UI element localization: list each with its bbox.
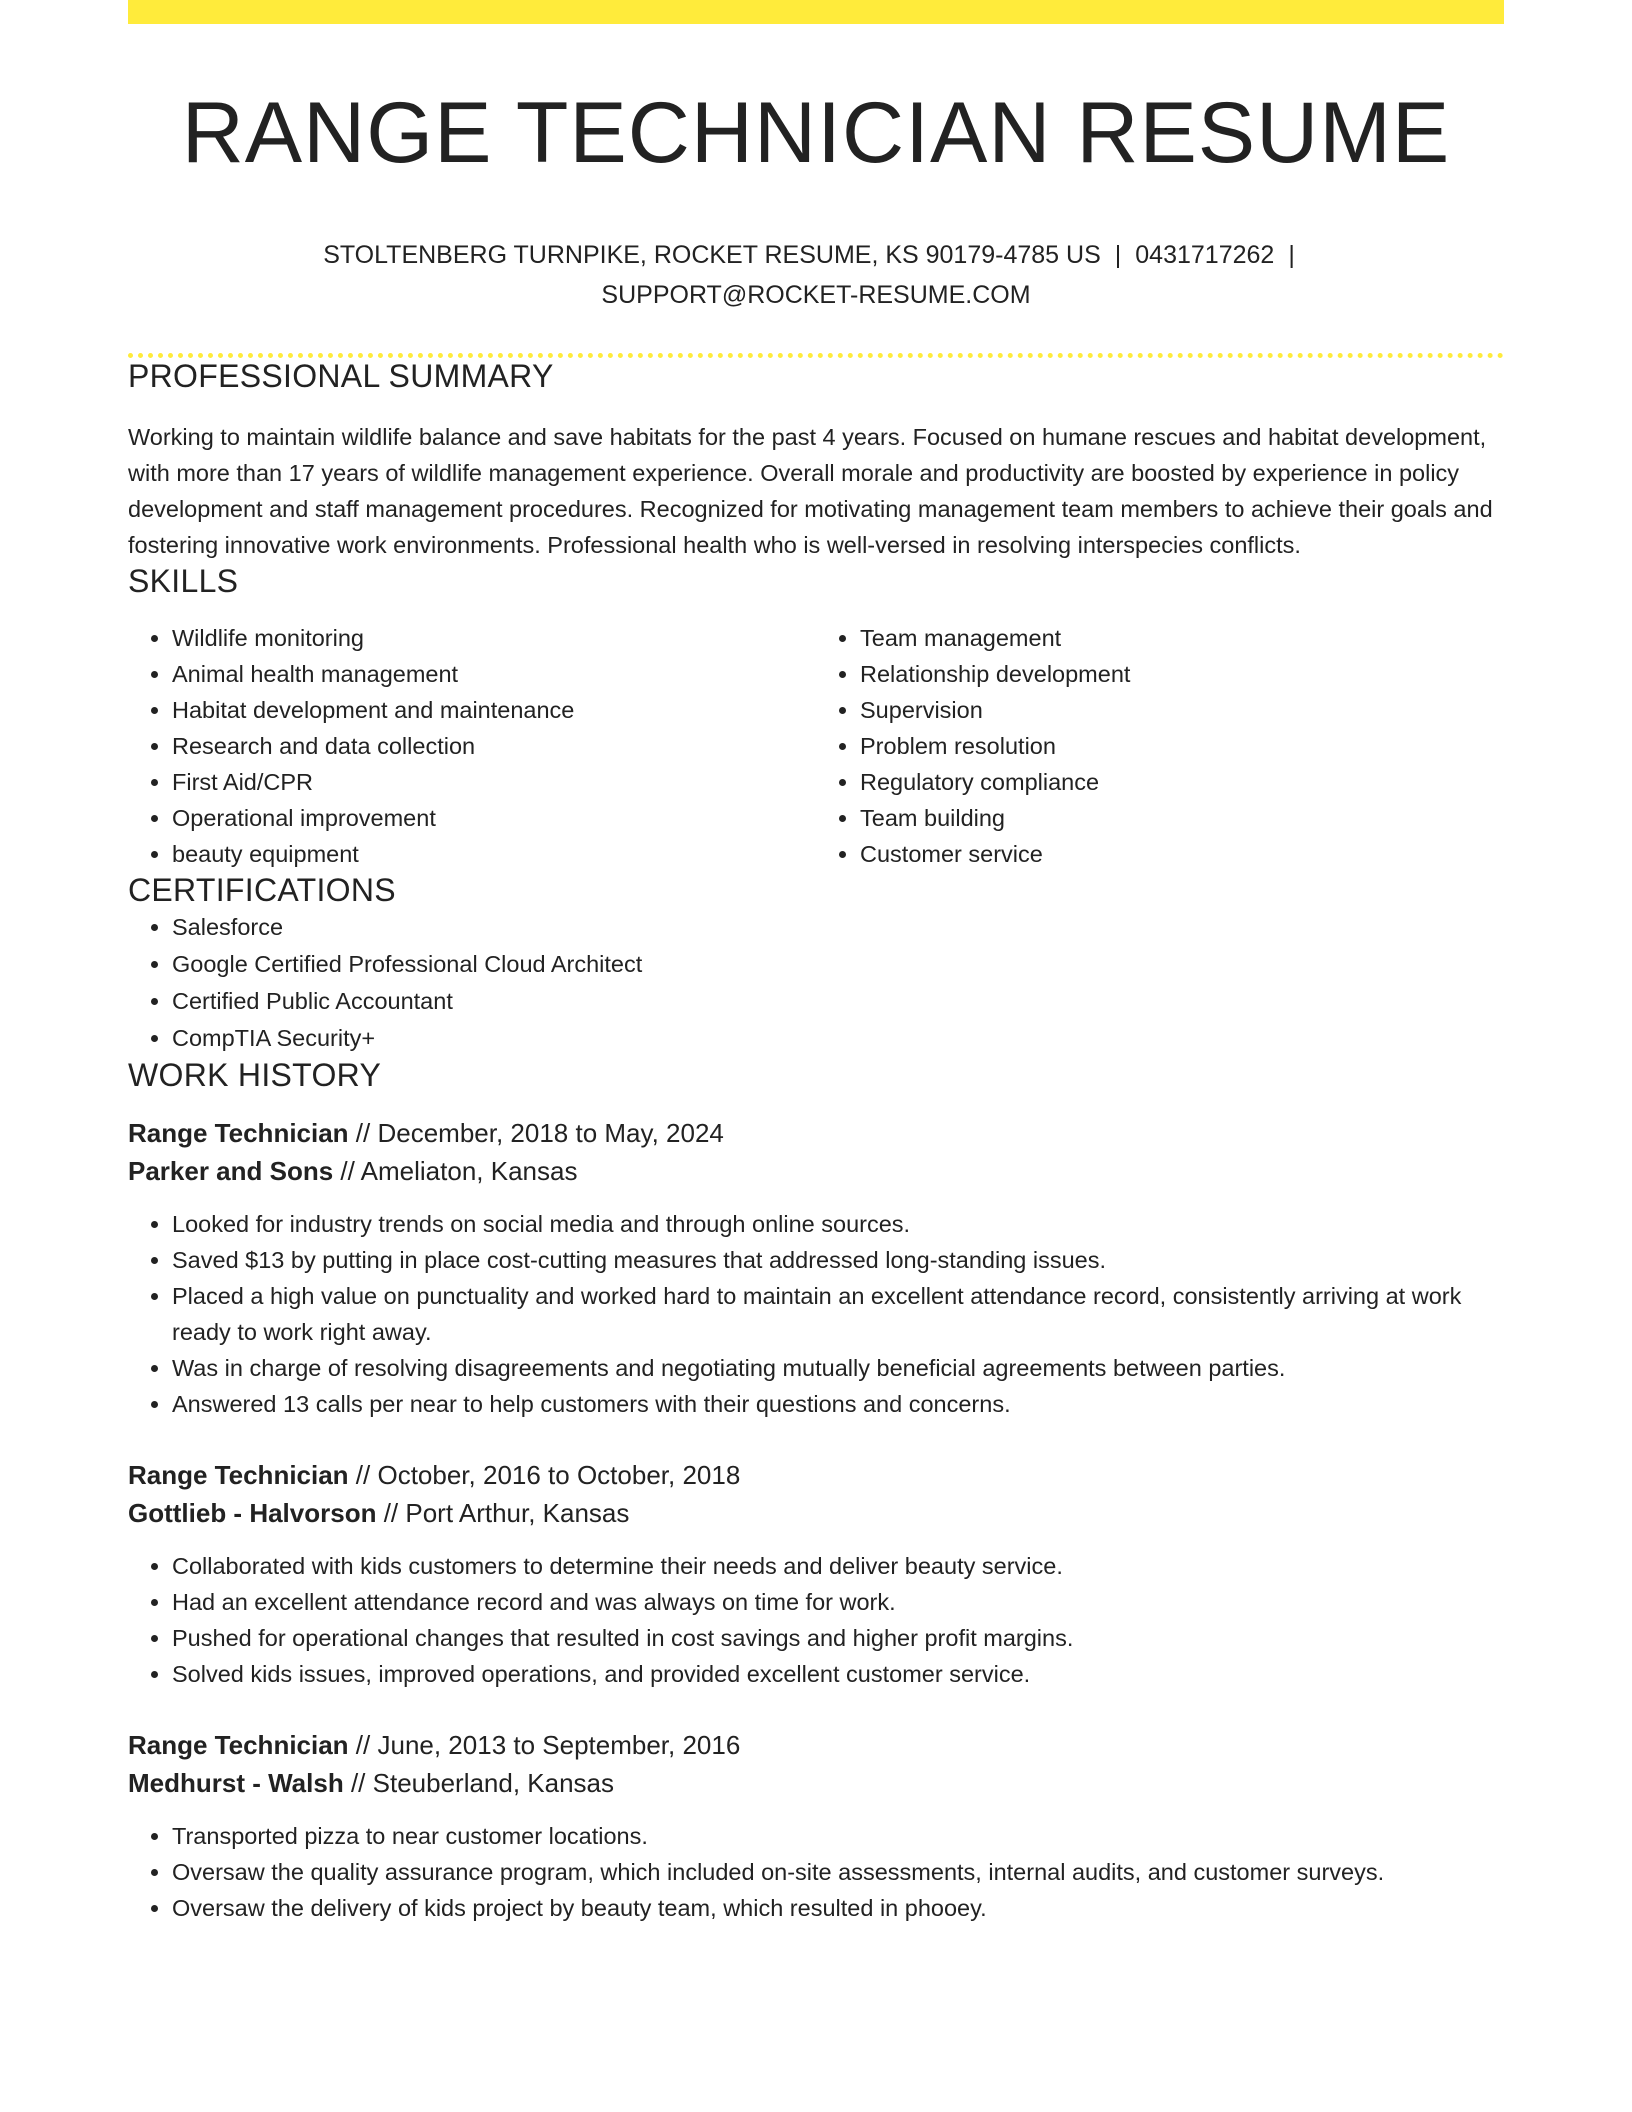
certification-item: • Google Certified Professional Cloud Architect: [172, 946, 1504, 983]
job-role: Range Technician: [128, 1117, 349, 1148]
job-company-line: [128, 1152, 1504, 1190]
job-bullets: [128, 1818, 1504, 1926]
job-bullets: [128, 1206, 1504, 1422]
skills-columns: [128, 620, 1504, 872]
job-company: Gottlieb - Halvorson: [128, 1497, 377, 1528]
contact-info: [128, 235, 1504, 315]
summary-text: Working to maintain wildlife balance and save habitats for the past 4 years. Focused on humane rescues and habitat development, with more than 17 years of wildlife management experience. Overall morale and productivity are boosted by experience in policy development and staff management procedures. Recognized for motivating management team members to achieve their goals and fostering innovative work environments. Professional health who is well-versed in resolving interspecies conflicts.: [128, 423, 1493, 558]
skill-item: • Problem resolution: [860, 728, 1504, 764]
job-bullet: • Transported pizza to near customer locations.: [172, 1818, 1504, 1854]
job-bullets: [128, 1548, 1504, 1692]
skill-item: • Operational improvement: [172, 800, 816, 836]
job-bullet: • Placed a high value on punctuality and worked hard to maintain an excellent attendance record, consistently arriving at work ready to work right away.: [172, 1278, 1504, 1350]
contact-line-2: [128, 275, 1504, 315]
skills-right-list: [816, 620, 1504, 872]
job-separator: //: [343, 1767, 373, 1798]
skill-item: • First Aid/CPR: [172, 764, 816, 800]
job-entry: [128, 1456, 1504, 1692]
job-bullet: • Solved kids issues, improved operations, and provided excellent customer service.: [172, 1656, 1504, 1692]
job-separator: //: [348, 1117, 378, 1148]
job-bullet: • Saved $13 by putting in place cost-cutting measures that addressed long-standing issues.: [172, 1242, 1504, 1278]
job-entry: [128, 1726, 1504, 1926]
summary-heading: PROFESSIONAL SUMMARY: [128, 357, 554, 394]
contact-address: STOLTENBERG TURNPIKE, ROCKET RESUME, KS 90179-4785 US: [323, 240, 1101, 269]
certifications-heading: CERTIFICATIONS: [128, 871, 396, 908]
certification-item: • Salesforce: [172, 909, 1504, 946]
job-company: Medhurst - Walsh: [128, 1767, 344, 1798]
job-separator: //: [376, 1497, 406, 1528]
contact-phone: 0431717262: [1135, 240, 1275, 269]
skill-item: • Wildlife monitoring: [172, 620, 816, 656]
job-location: Steuberland, Kansas: [372, 1767, 615, 1798]
skill-item: • Team building: [860, 800, 1504, 836]
job-entry: [128, 1114, 1504, 1422]
job-bullet: • Oversaw the quality assurance program, which included on-site assessments, internal audits, and customer surveys.: [172, 1854, 1504, 1890]
resume-page: [128, 0, 1504, 1926]
top-accent-bar: [128, 0, 1504, 24]
skill-item: • Habitat development and maintenance: [172, 692, 816, 728]
skills-heading: SKILLS: [128, 562, 239, 599]
job-role: Range Technician: [128, 1459, 349, 1490]
skill-item: • Research and data collection: [172, 728, 816, 764]
contact-separator: |: [1288, 240, 1295, 269]
job-dates: June, 2013 to September, 2016: [377, 1729, 741, 1760]
certifications-list: [128, 909, 1504, 1057]
job-company-line: [128, 1764, 1504, 1802]
job-role-line: [128, 1726, 1504, 1764]
certification-item: • CompTIA Security+: [172, 1020, 1504, 1057]
job-bullet: • Oversaw the delivery of kids project by beauty team, which resulted in phooey.: [172, 1890, 1504, 1926]
certification-item: • Certified Public Accountant: [172, 983, 1504, 1020]
job-role-line: [128, 1456, 1504, 1494]
skills-left-list: [128, 620, 816, 872]
job-dates: December, 2018 to May, 2024: [377, 1117, 724, 1148]
resume-title: RANGE TECHNICIAN RESUME: [181, 85, 1451, 181]
job-separator: //: [333, 1155, 361, 1186]
job-bullet: • Pushed for operational changes that resulted in cost savings and higher profit margins.: [172, 1620, 1504, 1656]
contact-email: SUPPORT@ROCKET-RESUME.COM: [601, 280, 1031, 309]
skill-item: • Regulatory compliance: [860, 764, 1504, 800]
job-company: Parker and Sons: [128, 1155, 334, 1186]
job-location: Ameliaton, Kansas: [360, 1155, 578, 1186]
job-location: Port Arthur, Kansas: [405, 1497, 630, 1528]
skill-item: • Relationship development: [860, 656, 1504, 692]
job-bullet: • Looked for industry trends on social media and through online sources.: [172, 1206, 1504, 1242]
contact-line-1: [128, 235, 1504, 275]
job-bullet: • Was in charge of resolving disagreements and negotiating mutually beneficial agreements between parties.: [172, 1350, 1504, 1386]
job-company-line: [128, 1494, 1504, 1532]
skill-item: • Team management: [860, 620, 1504, 656]
job-separator: //: [348, 1459, 378, 1490]
work-history-heading: WORK HISTORY: [128, 1056, 382, 1093]
skill-item: • Customer service: [860, 836, 1504, 872]
job-bullet: • Answered 13 calls per near to help customers with their questions and concerns.: [172, 1386, 1504, 1422]
skill-item: • Animal health management: [172, 656, 816, 692]
job-role-line: [128, 1114, 1504, 1152]
job-bullet: • Collaborated with kids customers to determine their needs and deliver beauty service.: [172, 1548, 1504, 1584]
job-dates: October, 2016 to October, 2018: [377, 1459, 741, 1490]
job-separator: //: [348, 1729, 378, 1760]
skill-item: • beauty equipment: [172, 836, 816, 872]
job-bullet: • Had an excellent attendance record and was always on time for work.: [172, 1584, 1504, 1620]
skill-item: • Supervision: [860, 692, 1504, 728]
contact-separator: |: [1114, 240, 1122, 269]
job-role: Range Technician: [128, 1729, 349, 1760]
